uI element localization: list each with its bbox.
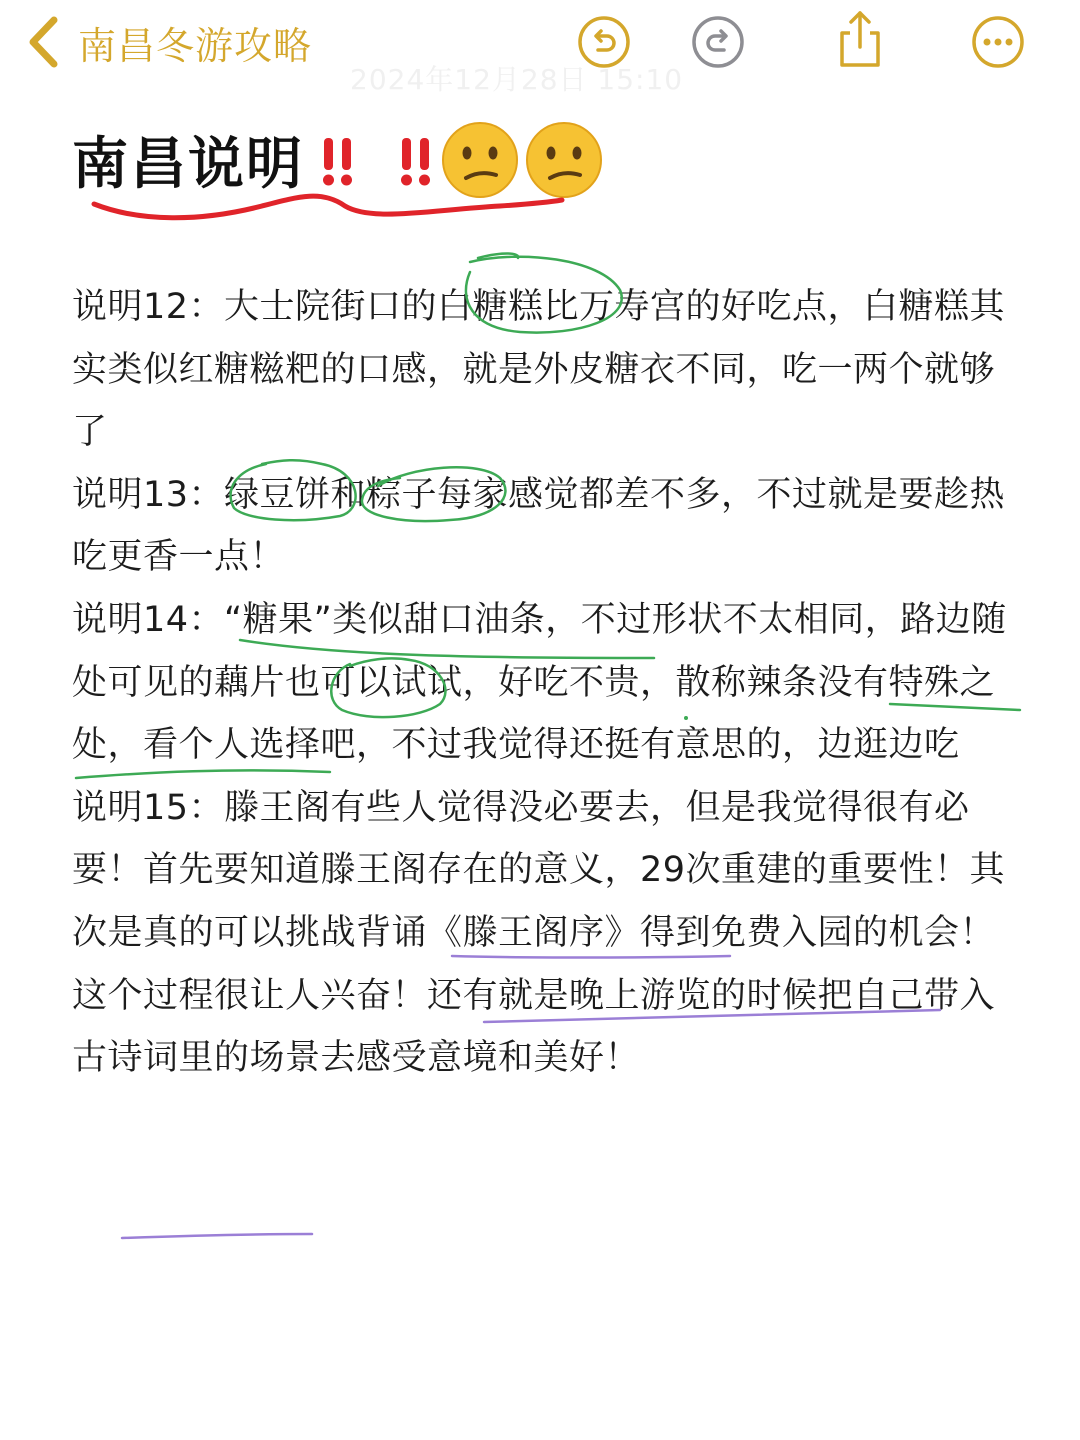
note-body[interactable] bbox=[72, 276, 1012, 1090]
note-paragraph: 说明12：大士院街口的白糖糕比万寿宫的好吃点，白糖糕其实类似红糖糍粑的口感，就是外皮糖衣不同，吃一两个就够了 bbox=[72, 287, 1006, 453]
note-title-text: 南昌说明 bbox=[72, 132, 304, 197]
back-label: 南昌冬游攻略 bbox=[78, 23, 313, 68]
top-toolbar bbox=[0, 0, 1080, 96]
title-emoji-marks bbox=[320, 120, 620, 200]
confused-face-icon bbox=[527, 123, 601, 197]
more-button[interactable] bbox=[970, 14, 1026, 70]
double-exclamation-icon bbox=[401, 138, 430, 186]
confused-face-icon bbox=[443, 123, 517, 197]
chevron-left-icon bbox=[26, 16, 60, 68]
share-icon bbox=[832, 8, 888, 70]
share-button[interactable] bbox=[832, 8, 888, 64]
redo-icon bbox=[690, 14, 746, 70]
note-paragraph: 说明15：滕王阁有些人觉得没必要去，但是我觉得很有必要！首先要知道滕王阁存在的意义，29次重建的重要性！其次是真的可以挑战背诵《滕王阁序》得到免费入园的机会！这个过程很让人兴奋！还有就是晚上游览的时候把自己带入古诗词里的场景去感受意境和美好！ bbox=[72, 787, 1006, 1079]
note-paragraph: 说明14：“糖果”类似甜口油条，不过形状不太相同，路边随处可见的藕片也可以试试，好吃不贵，散称辣条没有特殊之处，看个人选择吧，不过我觉得还挺有意思的，边逛边吃 bbox=[72, 599, 1007, 766]
more-icon bbox=[970, 14, 1026, 70]
redo-button[interactable] bbox=[690, 14, 746, 70]
back-button[interactable] bbox=[26, 12, 312, 72]
note-paragraph: 说明13：绿豆饼和粽子每家感觉都差不多，不过就是要趁热吃更香一点！ bbox=[72, 474, 1006, 578]
note-title bbox=[72, 120, 620, 200]
purple-underline-stroke bbox=[122, 1234, 312, 1238]
note-timestamp: 2024年12月28日 15:10 bbox=[350, 63, 684, 96]
double-exclamation-icon bbox=[323, 138, 352, 186]
